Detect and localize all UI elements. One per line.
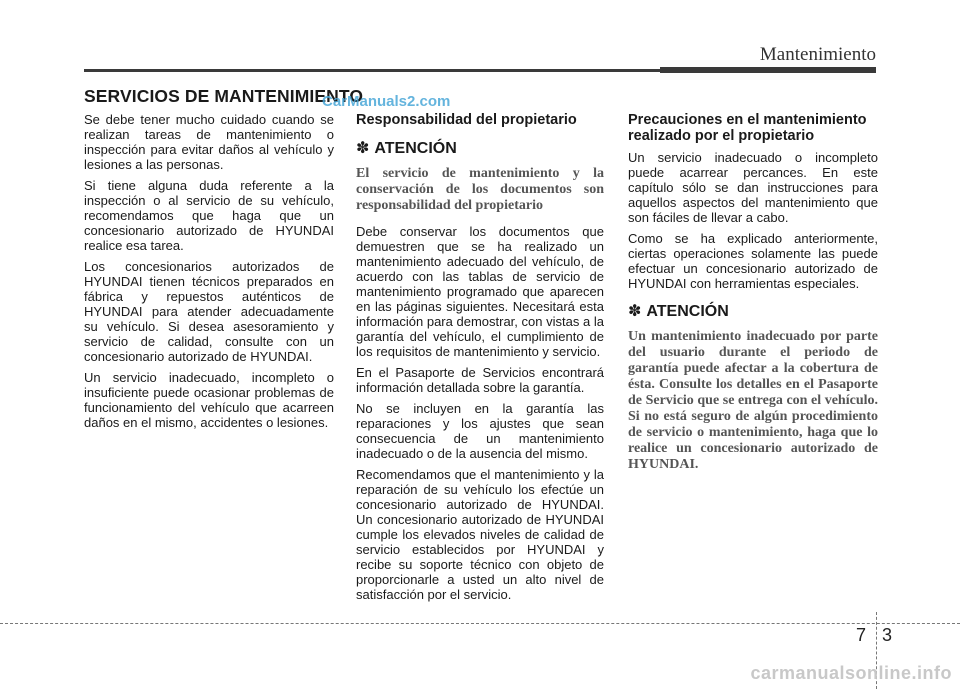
column-1 (84, 112, 334, 436)
attention-heading (628, 303, 878, 321)
asterisk-icon: ✽ (628, 303, 642, 320)
column-2 (356, 112, 604, 608)
paragraph: Si tiene alguna duda referente a la inspección o al servicio de su vehículo, recomendamos que haga que un concesionario autorizado de HYUNDAI realice esa tarea. (84, 178, 334, 253)
footer-rule (0, 623, 960, 624)
subsection-heading: Precauciones en el mantenimiento realizado por el propietario (628, 112, 867, 144)
column-3 (628, 112, 878, 483)
paragraph: Un servicio inadecuado o incompleto puede acarrear percances. En este capítulo sólo se dan instrucciones para aquellos aspectos del mantenimiento que son fáciles de llevar a cabo. (628, 150, 878, 225)
watermark-top: CarManuals2.com (322, 93, 451, 110)
paragraph: Debe conservar los documentos que demuestren que se ha realizado un mantenimiento adecuado del vehículo, de acuerdo con las tablas de servicio de mantenimiento programado que aparecen en las páginas siguientes. Necesitará esta información para demostrar, con vistas a la garantía del vehículo, el cumplimiento de los requisitos de mantenimiento y servicio. (356, 224, 604, 359)
asterisk-icon: ✽ (356, 140, 370, 157)
attention-text: El servicio de mantenimiento y la conservación de los documentos son responsabilidad del propietario (356, 166, 604, 213)
attention-text: Un mantenimiento inadecuado por parte del usuario durante el periodo de garantía puede afectar a la cobertura de ésta. Consulte los detalles en el Pasaporte de Servicio que se entrega con el vehículo. Si no está seguro de algún procedimiento de servicio o mantenimiento, haga que lo realice un concesionario autorizado de HYUNDAI. (628, 329, 878, 472)
paragraph: Los concesionarios autorizados de HYUNDAI tienen técnicos preparados en fábrica y repuestos auténticos de HYUNDAI para atender adecuadamente su vehículo. Si desea asesoramiento y servicio de calidad, consulte con un concesionario autorizado de HYUNDAI. (84, 259, 334, 364)
paragraph: Recomendamos que el mantenimiento y la reparación de su vehículo los efectúe un concesionario autorizado de HYUNDAI. Un concesionario autorizado de HYUNDAI cumple los elevados niveles de calidad de servicio establecidos por HYUNDAI y recibe su soporte técnico con objeto de proporcionarle a usted un alto nivel de satisfacción por el servicio. (356, 467, 604, 602)
paragraph: En el Pasaporte de Servicios encontrará información detallada sobre la garantía. (356, 365, 604, 395)
header-rule-accent (660, 67, 876, 73)
section-title: SERVICIOS DE MANTENIMIENTO (84, 86, 364, 106)
watermark-bottom: carmanualsonline.info (750, 663, 952, 683)
attention-heading (356, 140, 604, 158)
attention-label: ATENCIÓN (374, 140, 457, 157)
chapter-title: Mantenimiento (759, 44, 876, 65)
paragraph: Como se ha explicado anteriormente, ciertas operaciones solamente las puede efectuar un concesionario autorizado de HYUNDAI con herramientas especiales. (628, 231, 878, 291)
page-chapter-number: 7 (856, 625, 867, 645)
paragraph: No se incluyen en la garantía las reparaciones y los ajustes que sean consecuencia de un mantenimiento inadecuado o de la ausencia del mismo. (356, 401, 604, 461)
paragraph: Se debe tener mucho cuidado cuando se realizan tareas de mantenimiento o inspección para evitar daños al vehículo y lesiones a las personas. (84, 112, 334, 172)
paragraph: Un servicio inadecuado, incompleto o insuficiente puede ocasionar problemas de funcionamiento del vehículo que acarreen daños en el mismo, accidentes o lesiones. (84, 370, 334, 430)
subsection-heading: Responsabilidad del propietario (356, 112, 577, 128)
attention-label: ATENCIÓN (646, 303, 729, 320)
page-number: 3 (882, 625, 893, 645)
